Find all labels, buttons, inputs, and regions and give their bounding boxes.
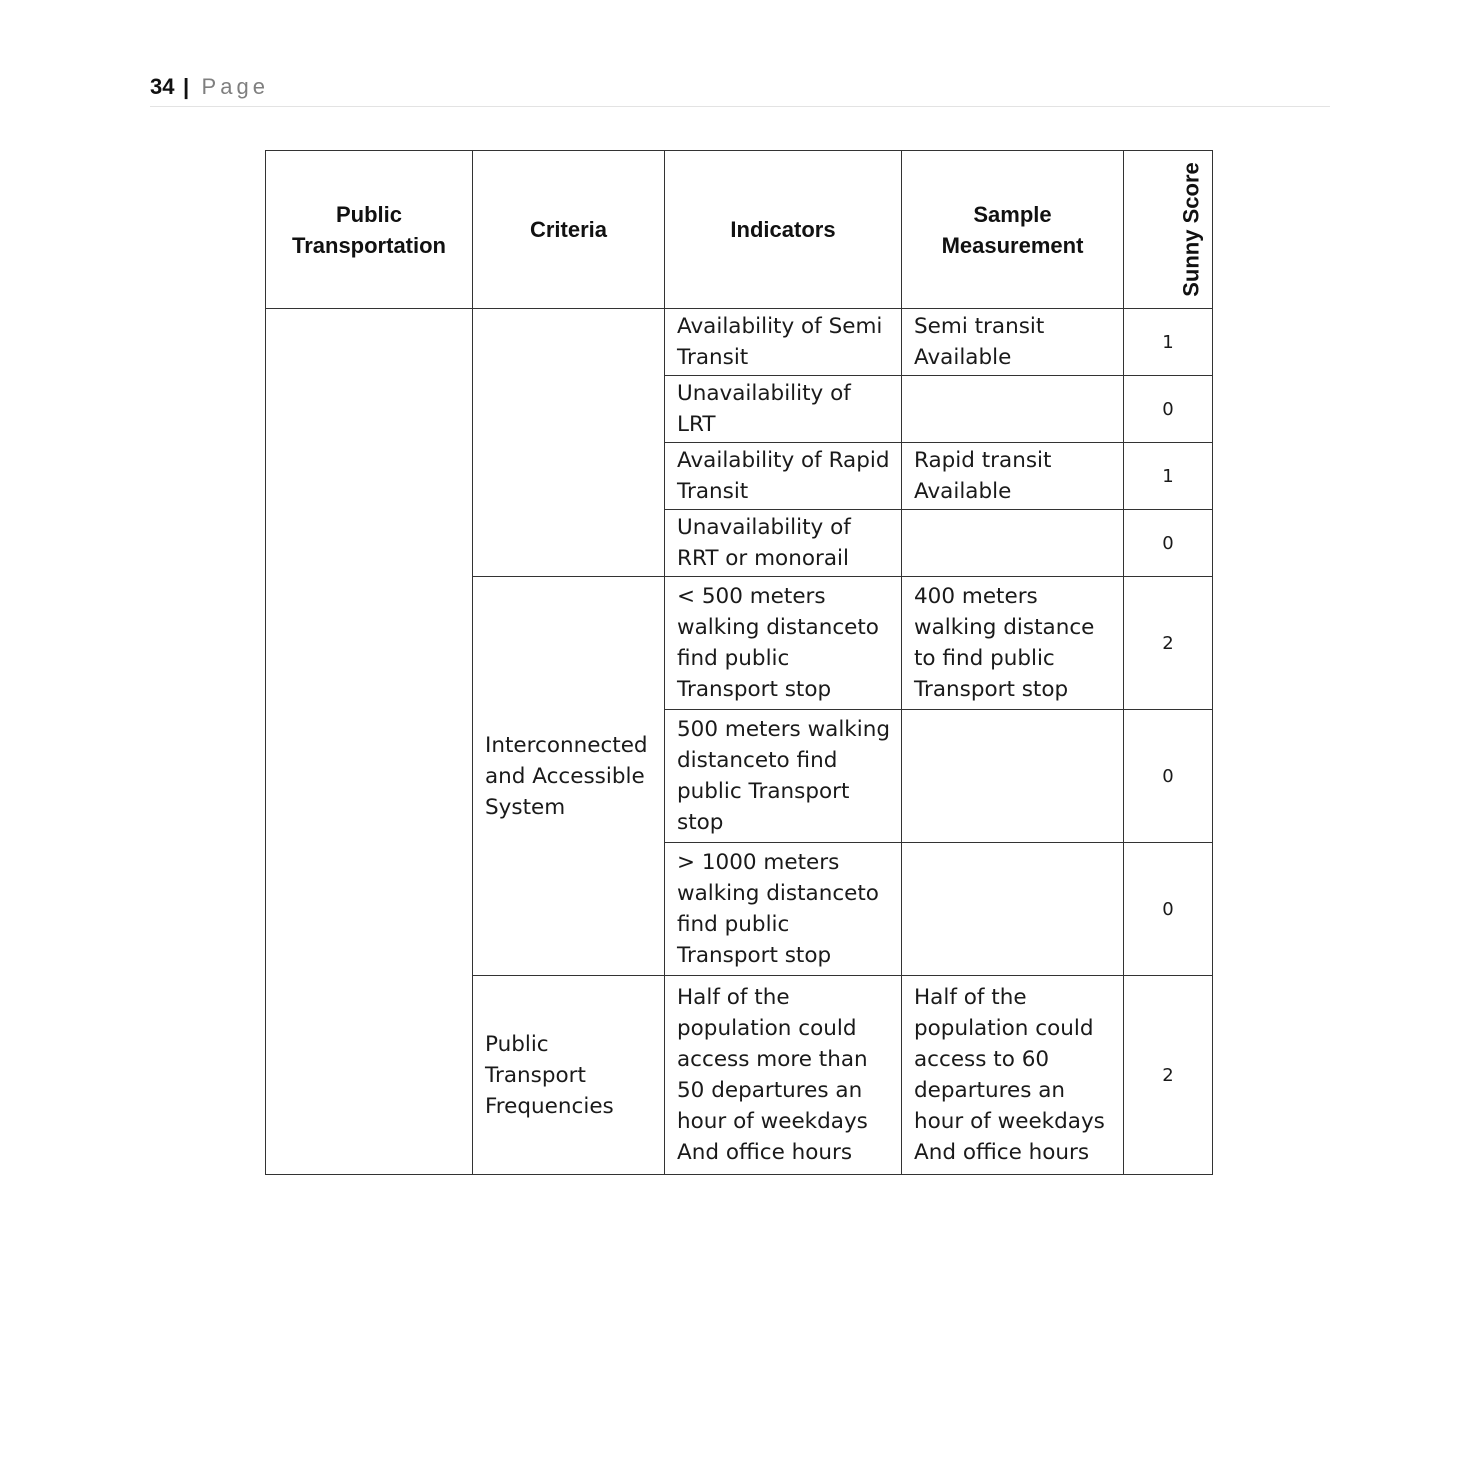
score-cell: 2 [1124,577,1213,710]
indicator-cell: 500 meters walking distanceto find public Transport stop [665,710,902,843]
sample-cell: Semi transit Available [902,309,1124,376]
page-number: 34 [150,74,175,99]
sample-cell: 400 meters walking distance to find public Transport stop [902,577,1124,710]
sample-cell [902,510,1124,577]
score-cell: 0 [1124,710,1213,843]
header-score [1124,151,1213,309]
table-header-row [266,151,1213,309]
criteria-cell [473,309,665,577]
score-cell: 0 [1124,510,1213,577]
header-indicators: Indicators [665,151,902,309]
sample-cell [902,710,1124,843]
sample-cell [902,376,1124,443]
header-sample-measurement: Sample Measurement [902,151,1124,309]
indicator-cell: < 500 meters walking distanceto find public Transport stop [665,577,902,710]
indicator-cell: Unavailability of RRT or monorail [665,510,902,577]
indicator-cell: Unavailability of LRT [665,376,902,443]
indicator-cell: Availability of Rapid Transit [665,443,902,510]
header-score-label: Sunny Score [1178,162,1204,297]
indicator-cell: > 1000 meters walking distanceto find public Transport stop [665,843,902,976]
criteria-cell: Interconnected and Accessible System [473,577,665,976]
table-row [266,309,1213,376]
page-label: Page [201,74,269,99]
sample-cell: Half of the population could access to 60 departures an hour of weekdays And office hours [902,976,1124,1175]
criteria-cell: Public Transport Frequencies [473,976,665,1175]
sample-cell [902,843,1124,976]
criteria-table [265,150,1213,1175]
header-criteria: Criteria [473,151,665,309]
page-header [150,74,1330,107]
score-cell: 0 [1124,376,1213,443]
sample-cell: Rapid transit Available [902,443,1124,510]
indicator-cell: Half of the population could access more than 50 departures an hour of weekdays And office hours [665,976,902,1175]
page-separator: | [182,74,190,99]
score-cell: 0 [1124,843,1213,976]
category-cell [266,309,473,1175]
indicator-cell: Availability of Semi Transit [665,309,902,376]
score-cell: 1 [1124,443,1213,510]
score-cell: 2 [1124,976,1213,1175]
score-cell: 1 [1124,309,1213,376]
header-category: Public Transportation [266,151,473,309]
